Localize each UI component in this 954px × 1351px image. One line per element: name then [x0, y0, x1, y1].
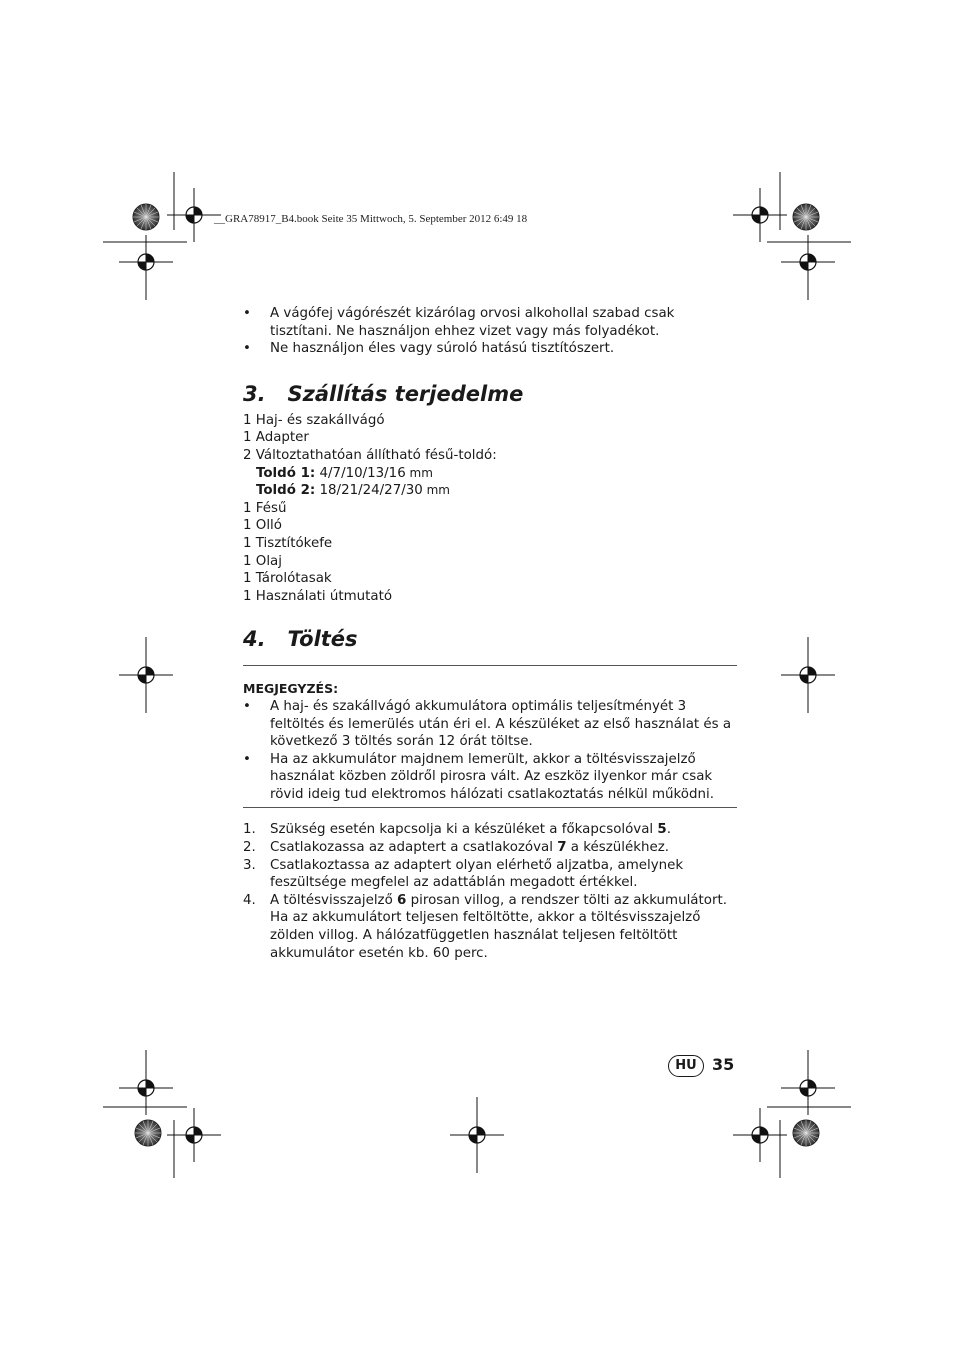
list-item: 1 Olaj	[243, 553, 282, 569]
list-item: • Ha az akkumulátor majdnem lemerült, akkor a töltésvisszajelző használat közben zöldről pirosra vált. Az eszköz ilyenkor már csak rövid ideig tud elektromos hálózati csatlakoztatás nélkül működni.	[243, 751, 714, 802]
intro-bullet-list	[243, 305, 737, 358]
charging-steps-list	[243, 821, 737, 962]
bullet-icon: •	[243, 341, 251, 357]
attachment-2: Toldó 2: 18/21/24/27/30 mm	[256, 483, 450, 499]
list-item: • A vágófej vágórészét kizárólag orvosi alkohollal szabad csak tisztítani. Ne használjon ehhez vizet vagy más folyadékot.	[243, 306, 675, 339]
section-4-heading: 4. Töltés	[243, 627, 358, 652]
bullet-icon: •	[243, 306, 251, 321]
note-top-rule	[243, 665, 737, 666]
list-item: • Ne használjon éles vagy súroló hatású tisztítószert.	[243, 341, 615, 357]
language-badge: HU	[668, 1055, 704, 1077]
note-bottom-rule	[243, 807, 737, 808]
print-header: __GRA78917_B4.book Seite 35 Mittwoch, 5. September 2012 6:49 18	[214, 213, 528, 225]
list-item: 2 Változtathatóan állítható fésű-toldó:	[243, 447, 497, 463]
list-item: 1 Fésű	[243, 500, 287, 516]
section-3-heading: 3. Szállítás terjedelme	[243, 381, 524, 406]
step-item: 1. Szükség esetén kapcsolja ki a készüléket a főkapcsolóval 5.	[243, 822, 672, 838]
page-content	[243, 305, 737, 962]
bullet-icon: •	[243, 698, 251, 714]
list-item: 1 Haj- és szakállvágó	[243, 412, 385, 428]
list-item: • A haj- és szakállvágó akkumulátora optimális teljesítményét 3 feltöltés és lemerülés után éri el. A készüléket az első használat és a következő 3 töltés során 12 órát töltse.	[243, 698, 732, 750]
list-item: 1 Tisztítókefe	[243, 535, 333, 551]
list-item: 1 Adapter	[243, 430, 309, 446]
step-item: 3. Csatlakoztassa az adaptert olyan elérhető aljzatba, amelynek feszültsége megfelel az adattáblán megadott értékkel.	[243, 857, 684, 891]
step-item: 4. A töltésvisszajelző 6 pirosan villog, a rendszer tölti az akkumulátort. Ha az akkumulátort teljesen feltöltötte, akkor a töltésvisszajelző zölden villog. A hálózatfüggetlen használat teljesen feltöltött akkumulátor esetén kb. 60 perc.	[243, 892, 727, 961]
note-box	[243, 680, 737, 803]
bullet-icon: •	[243, 751, 251, 767]
list-item: 1 Olló	[243, 518, 282, 534]
delivery-contents-list	[243, 412, 737, 606]
step-item: 2. Csatlakozassa az adaptert a csatlakozóval 7 a készülékhez.	[243, 840, 669, 856]
note-label: MEGJEGYZÉS:	[243, 681, 339, 697]
attachment-1: Toldó 1: 4/7/10/13/16 mm	[256, 465, 433, 481]
list-item: 1 Tárolótasak	[243, 571, 332, 587]
list-item: 1 Használati útmutató	[243, 588, 393, 604]
page-number: 35	[712, 1055, 735, 1074]
